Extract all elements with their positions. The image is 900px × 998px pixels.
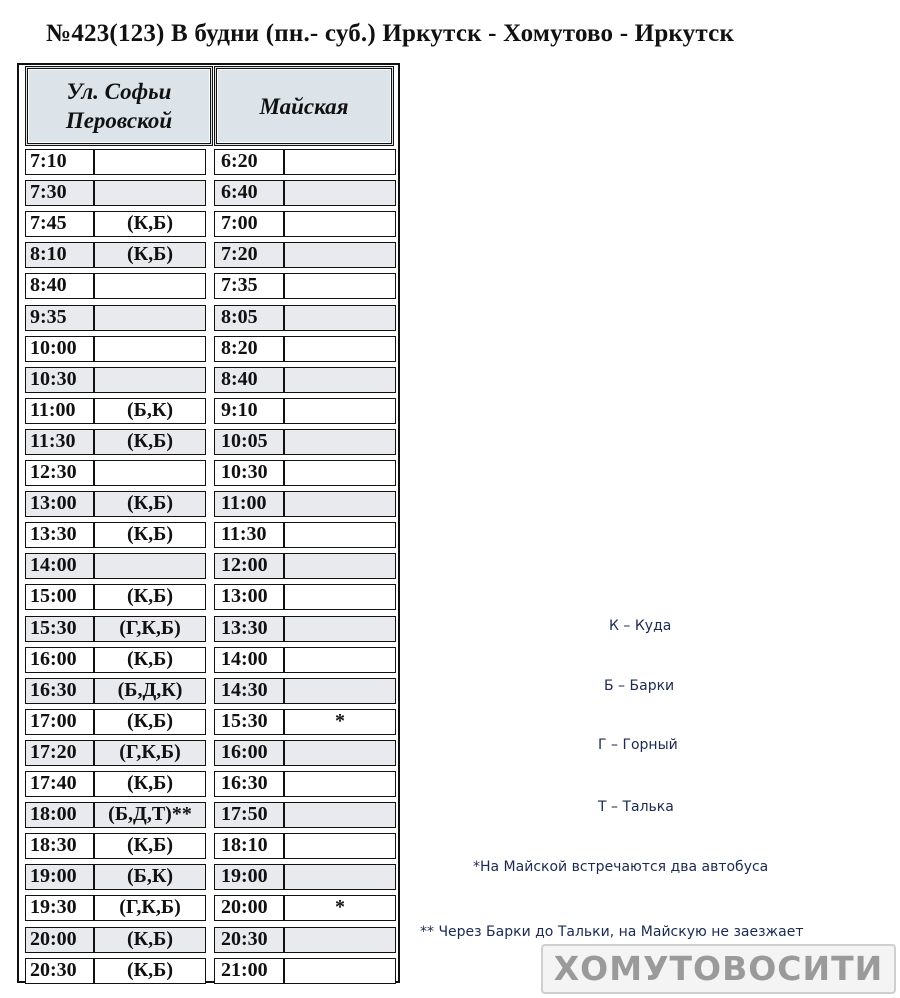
legend-item: ** Через Барки до Тальки, на Майскую не заезжает bbox=[420, 924, 804, 940]
table-row bbox=[0, 273, 400, 304]
table-row bbox=[0, 149, 400, 180]
table-row bbox=[0, 616, 400, 647]
route-note-mayskaya bbox=[284, 336, 396, 362]
route-note-mayskaya bbox=[284, 616, 396, 642]
route-note-mayskaya bbox=[284, 149, 396, 175]
column-header-mayskaya bbox=[214, 66, 394, 146]
table-row bbox=[0, 833, 400, 864]
route-note-perovskaya: (Г,К,Б) bbox=[94, 895, 206, 921]
route-note-perovskaya bbox=[94, 460, 206, 486]
route-note-perovskaya: (Г,К,Б) bbox=[94, 740, 206, 766]
route-note-mayskaya: * bbox=[284, 895, 396, 921]
departure-time-perovskaya: 13:00 bbox=[25, 491, 94, 517]
departure-time-perovskaya: 16:30 bbox=[25, 678, 94, 704]
departure-time-mayskaya: 8:40 bbox=[214, 367, 284, 393]
route-note-mayskaya bbox=[284, 802, 396, 828]
legend-item: Г – Горный bbox=[598, 737, 678, 753]
departure-time-perovskaya: 19:00 bbox=[25, 864, 94, 890]
legend-item: К – Куда bbox=[609, 618, 672, 634]
departure-time-mayskaya: 7:00 bbox=[214, 211, 284, 237]
table-row bbox=[0, 864, 400, 895]
route-note-perovskaya: (Б,Д,К) bbox=[94, 678, 206, 704]
departure-time-perovskaya: 15:00 bbox=[25, 584, 94, 610]
route-note-perovskaya: (К,Б) bbox=[94, 958, 206, 984]
route-note-perovskaya: (К,Б) bbox=[94, 242, 206, 268]
table-row bbox=[0, 647, 400, 678]
departure-time-perovskaya: 10:30 bbox=[25, 367, 94, 393]
table-row bbox=[0, 553, 400, 584]
table-row bbox=[0, 895, 400, 926]
table-row bbox=[0, 491, 400, 522]
departure-time-perovskaya: 11:30 bbox=[25, 429, 94, 455]
departure-time-mayskaya: 8:20 bbox=[214, 336, 284, 362]
departure-time-mayskaya: 6:40 bbox=[214, 180, 284, 206]
departure-time-perovskaya: 7:30 bbox=[25, 180, 94, 206]
departure-time-mayskaya: 13:30 bbox=[214, 616, 284, 642]
route-note-perovskaya bbox=[94, 367, 206, 393]
route-note-mayskaya bbox=[284, 522, 396, 548]
route-note-perovskaya: (Б,Д,Т)** bbox=[94, 802, 206, 828]
departure-time-perovskaya: 17:20 bbox=[25, 740, 94, 766]
route-note-mayskaya bbox=[284, 305, 396, 331]
table-row bbox=[0, 740, 400, 771]
departure-time-mayskaya: 8:05 bbox=[214, 305, 284, 331]
table-row bbox=[0, 709, 400, 740]
departure-time-mayskaya: 20:00 bbox=[214, 895, 284, 921]
table-row bbox=[0, 678, 400, 709]
route-note-perovskaya: (Б,К) bbox=[94, 864, 206, 890]
table-row bbox=[0, 305, 400, 336]
departure-time-perovskaya: 17:00 bbox=[25, 709, 94, 735]
route-note-mayskaya bbox=[284, 864, 396, 890]
departure-time-perovskaya: 11:00 bbox=[25, 398, 94, 424]
departure-time-mayskaya: 11:00 bbox=[214, 491, 284, 517]
departure-time-perovskaya: 20:00 bbox=[25, 927, 94, 953]
route-note-perovskaya: (К,Б) bbox=[94, 584, 206, 610]
departure-time-mayskaya: 6:20 bbox=[214, 149, 284, 175]
route-note-perovskaya: (К,Б) bbox=[94, 771, 206, 797]
route-note-perovskaya bbox=[94, 553, 206, 579]
legend-item: Б – Барки bbox=[604, 678, 675, 694]
column-header-sofya-perovskaya bbox=[25, 66, 213, 146]
table-row bbox=[0, 584, 400, 615]
departure-time-mayskaya: 9:10 bbox=[214, 398, 284, 424]
departure-time-mayskaya: 18:10 bbox=[214, 833, 284, 859]
table-row bbox=[0, 429, 400, 460]
route-note-perovskaya: (К,Б) bbox=[94, 491, 206, 517]
departure-time-perovskaya: 9:35 bbox=[25, 305, 94, 331]
departure-time-perovskaya: 19:30 bbox=[25, 895, 94, 921]
departure-time-mayskaya: 10:05 bbox=[214, 429, 284, 455]
table-row bbox=[0, 958, 400, 989]
route-note-mayskaya bbox=[284, 429, 396, 455]
departure-time-perovskaya: 18:30 bbox=[25, 833, 94, 859]
legend-item: Т – Талька bbox=[598, 799, 674, 815]
table-row bbox=[0, 802, 400, 833]
route-note-perovskaya bbox=[94, 180, 206, 206]
table-row bbox=[0, 771, 400, 802]
route-note-mayskaya bbox=[284, 647, 396, 673]
route-note-perovskaya: (К,Б) bbox=[94, 522, 206, 548]
departure-time-perovskaya: 8:10 bbox=[25, 242, 94, 268]
route-note-mayskaya bbox=[284, 367, 396, 393]
route-note-mayskaya bbox=[284, 273, 396, 299]
table-row bbox=[0, 398, 400, 429]
route-note-mayskaya bbox=[284, 491, 396, 517]
column-header-label: Ул. Софьи Перовской bbox=[65, 79, 173, 133]
route-note-perovskaya bbox=[94, 336, 206, 362]
departure-time-mayskaya: 21:00 bbox=[214, 958, 284, 984]
route-note-perovskaya bbox=[94, 305, 206, 331]
table-row bbox=[0, 367, 400, 398]
column-header-label: Майская bbox=[259, 93, 349, 119]
route-note-perovskaya: (К,Б) bbox=[94, 211, 206, 237]
departure-time-mayskaya: 7:35 bbox=[214, 273, 284, 299]
route-note-mayskaya bbox=[284, 958, 396, 984]
route-note-mayskaya bbox=[284, 180, 396, 206]
route-note-mayskaya bbox=[284, 927, 396, 953]
departure-time-mayskaya: 14:00 bbox=[214, 647, 284, 673]
page-title: №423(123) В будни (пн.- суб.) Иркутск - Хомутово - Иркутск bbox=[46, 20, 735, 47]
route-note-perovskaya: (К,Б) bbox=[94, 833, 206, 859]
departure-time-perovskaya: 13:30 bbox=[25, 522, 94, 548]
table-row bbox=[0, 180, 400, 211]
departure-time-perovskaya: 18:00 bbox=[25, 802, 94, 828]
route-note-perovskaya bbox=[94, 273, 206, 299]
route-note-mayskaya bbox=[284, 211, 396, 237]
table-row bbox=[0, 336, 400, 367]
departure-time-mayskaya: 13:00 bbox=[214, 584, 284, 610]
route-note-perovskaya: (К,Б) bbox=[94, 709, 206, 735]
route-note-mayskaya bbox=[284, 740, 396, 766]
route-note-mayskaya bbox=[284, 584, 396, 610]
departure-time-perovskaya: 17:40 bbox=[25, 771, 94, 797]
route-note-perovskaya: (К,Б) bbox=[94, 647, 206, 673]
route-note-perovskaya: (К,Б) bbox=[94, 429, 206, 455]
route-note-mayskaya bbox=[284, 553, 396, 579]
table-row bbox=[0, 242, 400, 273]
table-row bbox=[0, 927, 400, 958]
departure-time-perovskaya: 8:40 bbox=[25, 273, 94, 299]
table-row bbox=[0, 460, 400, 491]
departure-time-mayskaya: 20:30 bbox=[214, 927, 284, 953]
route-note-perovskaya: (Г,К,Б) bbox=[94, 616, 206, 642]
departure-time-mayskaya: 12:00 bbox=[214, 553, 284, 579]
departure-time-mayskaya: 16:00 bbox=[214, 740, 284, 766]
route-note-perovskaya bbox=[94, 149, 206, 175]
departure-time-mayskaya: 14:30 bbox=[214, 678, 284, 704]
route-note-mayskaya: * bbox=[284, 709, 396, 735]
departure-time-mayskaya: 16:30 bbox=[214, 771, 284, 797]
legend-item: *На Майской встречаются два автобуса bbox=[473, 859, 769, 875]
departure-time-perovskaya: 16:00 bbox=[25, 647, 94, 673]
departure-time-perovskaya: 12:30 bbox=[25, 460, 94, 486]
route-note-mayskaya bbox=[284, 242, 396, 268]
table-row bbox=[0, 522, 400, 553]
departure-time-mayskaya: 19:00 bbox=[214, 864, 284, 890]
departure-time-perovskaya: 10:00 bbox=[25, 336, 94, 362]
departure-time-perovskaya: 7:10 bbox=[25, 149, 94, 175]
route-note-mayskaya bbox=[284, 678, 396, 704]
departure-time-mayskaya: 10:30 bbox=[214, 460, 284, 486]
route-note-mayskaya bbox=[284, 771, 396, 797]
departure-time-perovskaya: 14:00 bbox=[25, 553, 94, 579]
route-note-mayskaya bbox=[284, 460, 396, 486]
departure-time-perovskaya: 15:30 bbox=[25, 616, 94, 642]
departure-time-perovskaya: 7:45 bbox=[25, 211, 94, 237]
departure-time-mayskaya: 7:20 bbox=[214, 242, 284, 268]
departure-time-perovskaya: 20:30 bbox=[25, 958, 94, 984]
departure-time-mayskaya: 15:30 bbox=[214, 709, 284, 735]
departure-time-mayskaya: 11:30 bbox=[214, 522, 284, 548]
watermark-logo: ХОМУТОВОСИТИ bbox=[541, 944, 896, 994]
route-note-perovskaya: (К,Б) bbox=[94, 927, 206, 953]
route-note-mayskaya bbox=[284, 833, 396, 859]
route-note-mayskaya bbox=[284, 398, 396, 424]
departure-time-mayskaya: 17:50 bbox=[214, 802, 284, 828]
route-note-perovskaya: (Б,К) bbox=[94, 398, 206, 424]
table-row bbox=[0, 211, 400, 242]
